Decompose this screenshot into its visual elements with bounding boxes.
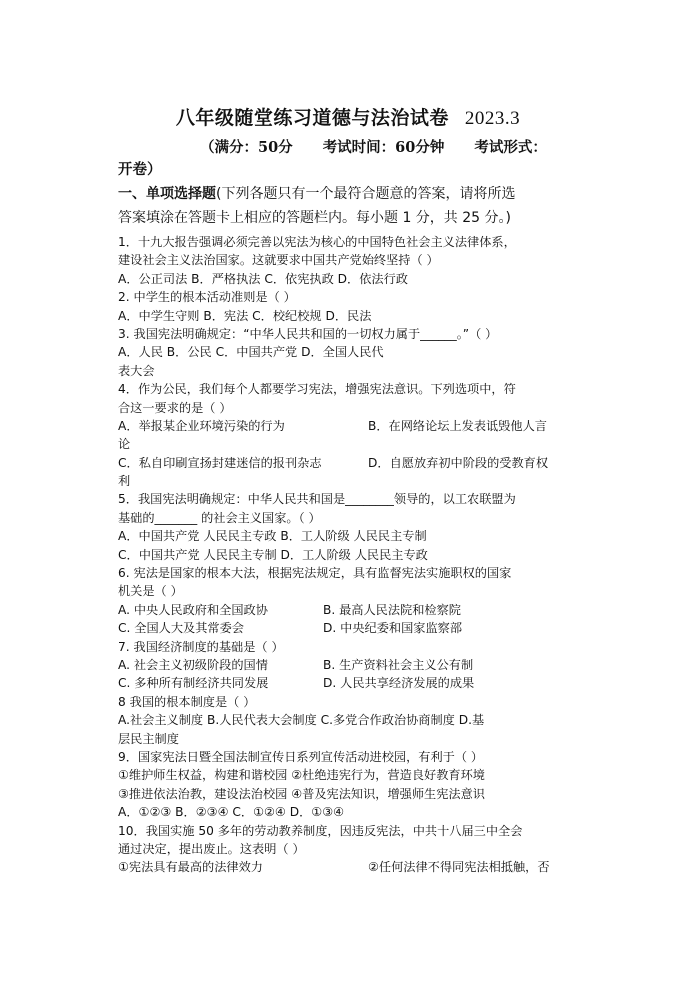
q3-options: A．人民 B．公民 C．中国共产党 D．全国人民代 — [118, 345, 384, 360]
q7-options-cd — [118, 674, 588, 692]
exam-year: 2023.3 — [464, 108, 521, 129]
q6-options-cd — [118, 619, 588, 637]
q5-options-cd: C．中国共产党 人民民主专制 D．工人阶级 人民民主专政 — [118, 547, 428, 562]
exam-title-line — [0, 103, 696, 130]
exam-time: 考试时间：60分钟 — [322, 139, 445, 156]
full-score: （满分：50分 — [200, 139, 293, 156]
q6-options-ab — [118, 601, 588, 619]
q4-option-c: C．私自印刷宣扬封建迷信的报刊杂志 — [118, 455, 322, 470]
q7-option-b: B. 生产资料社会主义公有制 — [323, 657, 474, 672]
q9-statements-2: ③推进依法治教，建设法治校园 ④普及宪法知识，增强师生宪法意识 — [118, 786, 485, 801]
q10-statement-1: ①宪法具有最高的法律效力 — [118, 860, 263, 875]
q7-option-c: C. 多种所有制经济共同发展 — [118, 676, 269, 691]
q4-options-cd — [118, 454, 588, 472]
q8-options-cont: 层民主制度 — [118, 731, 179, 746]
section-heading — [118, 182, 588, 230]
q6-stem-2: 机关是（ ） — [118, 584, 183, 599]
q7-options-ab — [118, 656, 588, 674]
q4-option-a: A．举报某企业环境污染的行为 — [118, 418, 285, 433]
q9-statements-1: ①维护师生权益，构建和谐校园 ②杜绝违宪行为，营造良好教育环境 — [118, 768, 485, 783]
q4-stem-2: 合这一要求的是（ ） — [118, 400, 232, 415]
q4-options-ab — [118, 417, 588, 435]
q10-statement-2: ②任何法律不得同宪法相抵触，否 — [368, 860, 550, 875]
q4-option-d: D．自愿放弃初中阶段的受教育权 — [368, 455, 549, 470]
q1-stem-2: 建设社会主义法治国家。这就要求中国共产党始终坚持（ ） — [118, 253, 439, 268]
q3-stem: 3. 我国宪法明确规定：“中华人民共和国的一切权力属于______。”（ ） — [118, 326, 498, 341]
q10-statements — [118, 858, 588, 876]
q1-stem-1: 1．十九大报告强调必须完善以宪法为核心的中国特色社会主义法律体系， — [118, 235, 516, 249]
q2-options: A．中学生守则 B．宪法 C．校纪校规 D．民法 — [118, 308, 372, 323]
q10-stem-1: 10．我国实施 50 多年的劳动教养制度，因违反宪法，中共十八届三中全会 — [118, 823, 523, 838]
q4-option-d-cont: 利 — [118, 474, 131, 489]
exam-info — [200, 136, 577, 157]
q4-stem-1: 4．作为公民，我们每个人都要学习宪法，增强宪法意识。下列选项中，符 — [118, 382, 516, 397]
section-title: 一、单项选择题 — [118, 186, 216, 202]
question-list — [118, 233, 588, 877]
section-desc-1: (下列各题只有一个最符合题意的答案，请将所选 — [216, 186, 516, 202]
q5-stem-1: 5．我国宪法明确规定：中华人民共和国是________领导的，以工农联盟为 — [118, 492, 516, 507]
q9-options: A．①②③ B．②③④ C．①②④ D．①③④ — [118, 805, 345, 820]
q6-option-c: C. 全国人大及其常委会 — [118, 621, 244, 636]
q4-option-b-cont: 论 — [118, 437, 131, 452]
q6-option-d: D. 中央纪委和国家监察部 — [323, 621, 463, 636]
q6-option-a: A. 中央人民政府和全国政协 — [118, 602, 268, 617]
q4-option-b: B．在网络论坛上发表诋毁他人言 — [368, 418, 547, 433]
exam-form-cont: 开卷） — [118, 161, 162, 178]
q6-stem-1: 6. 宪法是国家的根本大法，根据宪法规定，具有监督宪法实施职权的国家 — [118, 566, 512, 581]
q3-options-cont: 表大会 — [118, 363, 155, 378]
q8-options: A.社会主义制度 B.人民代表大会制度 C.多党合作政治协商制度 D.基 — [118, 713, 485, 728]
q6-option-b: B. 最高人民法院和检察院 — [323, 602, 461, 617]
exam-form: 考试形式： — [474, 139, 547, 156]
section-desc-2: 答案填涂在答题卡上相应的答题栏内。每小题 1 分，共 25 分。) — [118, 210, 511, 226]
q5-options-ab: A．中国共产党 人民民主专政 B．工人阶级 人民民主专制 — [118, 529, 427, 544]
q7-option-a: A. 社会主义初级阶段的国情 — [118, 657, 268, 672]
q7-option-d: D. 人民共享经济发展的成果 — [323, 676, 475, 691]
exam-title: 八年级随堂练习道德与法治试卷 — [175, 107, 449, 129]
q10-stem-2: 通过决定，提出废止。这表明（ ） — [118, 841, 305, 856]
q5-stem-2: 基础的_______ 的社会主义国家。（ ） — [118, 510, 321, 525]
q1-options: A．公正司法 B．严格执法 C．依宪执政 D．依法行政 — [118, 271, 408, 286]
q8-stem: 8 我国的根本制度是（ ） — [118, 694, 256, 709]
q2-stem: 2. 中学生的根本活动准则是（ ） — [118, 290, 296, 305]
q9-stem: 9．国家宪法日暨全国法制宣传日系列宣传活动进校园，有利于（ ） — [118, 749, 484, 764]
q7-stem: 7. 我国经济制度的基础是（ ） — [118, 639, 284, 654]
